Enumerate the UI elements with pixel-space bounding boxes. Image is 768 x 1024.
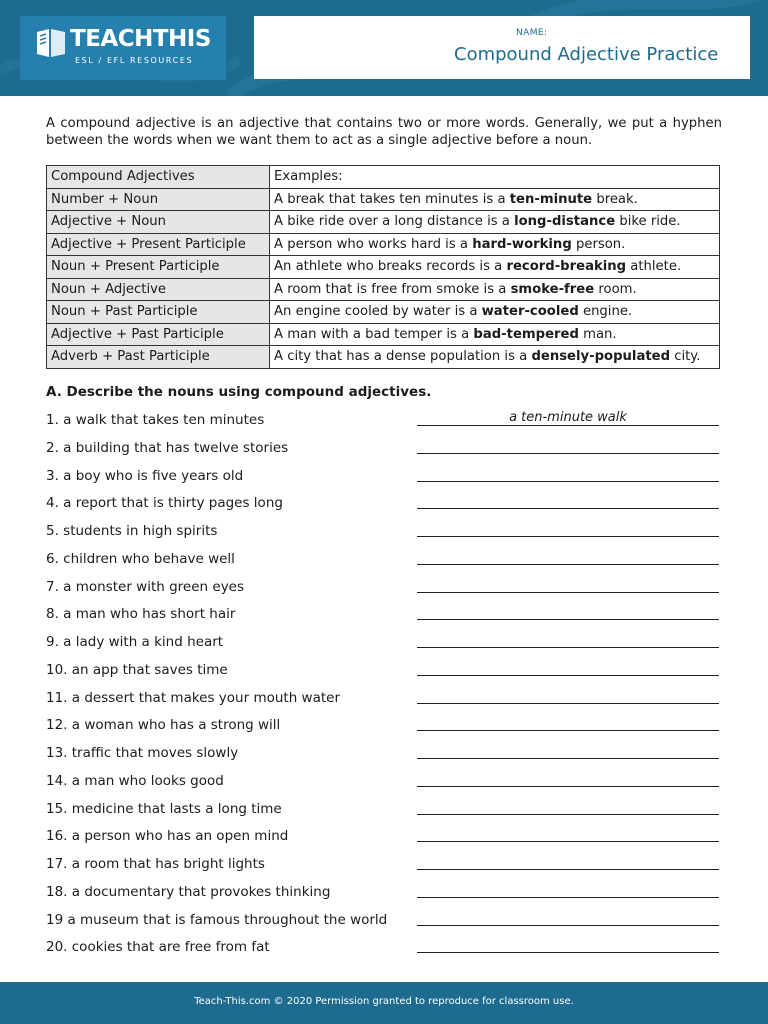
example-text: An athlete who breaks records is a (274, 259, 507, 275)
answer-line[interactable] (417, 925, 719, 926)
answer-line[interactable] (417, 536, 719, 537)
list-item (46, 684, 726, 712)
example-compound: bad-tempered (473, 326, 579, 342)
answer-line[interactable] (417, 508, 719, 509)
example-compound: long-distance (514, 214, 616, 230)
exercise-list (46, 406, 726, 961)
example-cell (270, 301, 720, 324)
question-text: 15. medicine that lasts a long time (46, 800, 282, 817)
example-answer: a ten-minute walk (509, 410, 627, 425)
list-item (46, 878, 726, 906)
logo-title: TEACHTHIS (70, 26, 211, 52)
question-text: 16. a person who has an open mind (46, 828, 289, 845)
list-item (46, 850, 726, 878)
list-item (46, 656, 726, 684)
example-compound: ten-minute (509, 191, 593, 207)
answer-line[interactable] (417, 592, 719, 593)
list-item (46, 434, 726, 462)
table-row (47, 188, 720, 211)
answer-line[interactable] (417, 425, 719, 426)
example-cell (270, 346, 720, 369)
table-header-cell: Compound Adjectives (47, 166, 270, 189)
logo-subtitle: ESL / EFL RESOURCES (75, 56, 194, 65)
table-row (47, 346, 720, 369)
reference-table (46, 165, 720, 369)
example-text: bike ride. (615, 214, 681, 230)
question-text: 3. a boy who is five years old (46, 467, 244, 484)
answer-line[interactable] (417, 675, 719, 676)
list-item (46, 795, 726, 823)
question-text: 19 a museum that is famous throughout the world (46, 911, 388, 928)
question-text: 18. a documentary that provokes thinking (46, 883, 331, 900)
example-text: A room that is free from smoke is a (274, 281, 511, 297)
compound-type-cell: Adverb + Past Participle (47, 346, 270, 369)
answer-line[interactable] (417, 647, 719, 648)
answer-line[interactable] (417, 814, 719, 815)
example-text: engine. (578, 304, 633, 320)
example-text: A bike ride over a long distance is a (274, 214, 515, 230)
question-text: 7. a monster with green eyes (46, 578, 245, 595)
question-text: 2. a building that has twelve stories (46, 439, 289, 456)
example-cell (270, 278, 720, 301)
list-item (46, 489, 726, 517)
answer-line[interactable] (417, 453, 719, 454)
question-text: 11. a dessert that makes your mouth water (46, 689, 341, 706)
example-text: A man with a bad temper is a (274, 326, 474, 342)
answer-line[interactable] (417, 619, 719, 620)
example-text: A person who works hard is a (274, 236, 473, 252)
list-item (46, 628, 726, 656)
example-text: athlete. (626, 259, 682, 275)
header-banner (0, 0, 768, 96)
list-item (46, 739, 726, 767)
example-text: An engine cooled by water is a (274, 304, 482, 320)
question-text: 8. a man who has short hair (46, 606, 236, 623)
question-text: 9. a lady with a kind heart (46, 634, 224, 650)
compound-type-cell: Noun + Past Participle (47, 301, 270, 324)
footer-banner (0, 982, 768, 1024)
example-cell (270, 211, 720, 234)
question-text: 1. a walk that takes ten minutes (46, 412, 265, 428)
compound-type-cell: Number + Noun (47, 188, 270, 211)
title-box (254, 16, 750, 79)
example-cell (270, 188, 720, 211)
answer-line[interactable] (417, 952, 719, 953)
answer-line[interactable] (417, 869, 719, 870)
table-row (47, 233, 720, 256)
list-item (46, 517, 726, 545)
example-cell (270, 233, 720, 256)
section-title: A. Describe the nouns using compound adjectives. (46, 384, 432, 400)
question-text: 10. an app that saves time (46, 661, 228, 678)
compound-type-cell: Noun + Adjective (47, 278, 270, 301)
table-row (47, 323, 720, 346)
example-compound: water-cooled (481, 304, 579, 320)
example-text: A break that takes ten minutes is a (274, 191, 510, 207)
page-title: Compound Adjective Practice (454, 44, 719, 65)
list-item (46, 462, 726, 490)
answer-line[interactable] (417, 758, 719, 759)
table-row (47, 301, 720, 324)
list-item (46, 545, 726, 573)
answer-line[interactable] (417, 730, 719, 731)
example-cell (270, 323, 720, 346)
answer-line[interactable] (417, 841, 719, 842)
list-item (46, 573, 726, 601)
compound-type-cell: Adjective + Present Participle (47, 233, 270, 256)
table-row (47, 211, 720, 234)
footer-text: Teach-This.com © 2020 Permission granted to reproduce for classroom use. (194, 996, 574, 1007)
example-text: room. (594, 281, 637, 297)
compound-type-cell: Adjective + Past Participle (47, 323, 270, 346)
example-compound: record-breaking (506, 259, 627, 275)
list-item (46, 406, 726, 434)
answer-line[interactable] (417, 564, 719, 565)
example-compound: smoke-free (510, 281, 595, 297)
compound-type-cell: Noun + Present Participle (47, 256, 270, 279)
list-item (46, 906, 726, 934)
example-text: break. (592, 191, 638, 207)
logo (20, 16, 226, 80)
list-item (46, 600, 726, 628)
example-text: city. (670, 349, 701, 365)
example-compound: densely-populated (531, 349, 671, 365)
question-text: 13. traffic that moves slowly (46, 745, 239, 761)
example-cell (270, 256, 720, 279)
question-text: 5. students in high spirits (46, 523, 218, 539)
list-item (46, 767, 726, 795)
example-compound: hard-working (472, 236, 572, 252)
table-header-cell: Examples: (270, 166, 720, 189)
example-text: person. (571, 236, 626, 252)
intro-paragraph: A compound adjective is an adjective that contains two or more words. Generally, we put a hyphen between the words when we want them to act as a single adjective before a noun. (46, 116, 722, 148)
list-item (46, 822, 726, 850)
answer-line[interactable] (417, 786, 719, 787)
answer-line[interactable] (417, 897, 719, 898)
example-text: man. (578, 326, 617, 342)
table-header-row (47, 166, 720, 189)
name-label: NAME: (516, 28, 548, 38)
question-text: 14. a man who looks good (46, 772, 224, 789)
question-text: 6. children who behave well (46, 550, 235, 567)
table-row (47, 256, 720, 279)
table-row (47, 278, 720, 301)
book-icon (34, 26, 68, 60)
question-text: 4. a report that is thirty pages long (46, 495, 283, 512)
compound-type-cell: Adjective + Noun (47, 211, 270, 234)
answer-line[interactable] (417, 481, 719, 482)
question-text: 20. cookies that are free from fat (46, 939, 270, 956)
example-text: A city that has a dense population is a (274, 349, 532, 365)
list-item (46, 711, 726, 739)
question-text: 12. a woman who has a strong will (46, 717, 281, 734)
question-text: 17. a room that has bright lights (46, 856, 265, 872)
answer-line[interactable] (417, 703, 719, 704)
list-item (46, 933, 726, 961)
